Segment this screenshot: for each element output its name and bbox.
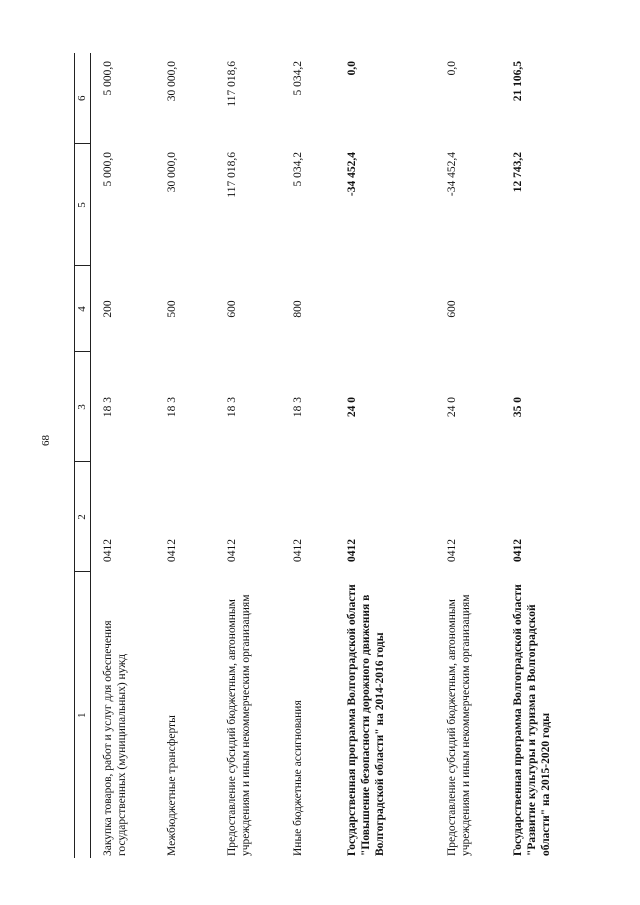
row-value-6: 30 000,0 xyxy=(166,61,178,102)
row-code: 0412 xyxy=(102,539,114,562)
row-value-6: 0,0 xyxy=(346,61,358,76)
row-program: 18 3 xyxy=(226,396,238,418)
row-code: 0412 xyxy=(226,539,238,562)
row-type: 200 xyxy=(102,300,114,318)
row-value-6: 21 106,5 xyxy=(512,61,524,102)
header-col-6: 6 xyxy=(75,53,91,144)
header-col-3: 3 xyxy=(75,352,91,462)
row-value-6: 5 000,0 xyxy=(102,61,114,96)
row-name: Иные бюджетные ассигнования xyxy=(292,700,304,856)
row-value-5: -34 452,4 xyxy=(446,152,458,197)
row-value-5: -34 452,4 xyxy=(346,152,358,197)
row-type: 800 xyxy=(292,300,304,318)
table-row xyxy=(91,53,156,858)
budget-table xyxy=(74,53,587,858)
row-program: 24 0 xyxy=(346,396,358,418)
row-value-5: 5 034,2 xyxy=(292,152,304,187)
row-type: 600 xyxy=(226,300,238,318)
table-row xyxy=(435,53,501,858)
row-name: Государственная программа Волгоградской области "Повышение безопасности дорожного движения в Волгоградской области" на 2014-2016 годы xyxy=(346,584,386,856)
table-row xyxy=(215,53,281,858)
header-col-4: 4 xyxy=(75,266,91,352)
row-type: 500 xyxy=(166,300,178,318)
table-row xyxy=(501,53,587,858)
row-code: 0412 xyxy=(512,539,524,562)
row-name: Предоставление субсидий бюджетным, автономным учреждениям и иным некоммерческим организациям xyxy=(446,594,472,856)
row-value-6: 5 034,2 xyxy=(292,61,304,96)
row-type xyxy=(335,266,435,352)
row-program: 18 3 xyxy=(102,396,114,418)
row-value-5: 30 000,0 xyxy=(166,152,178,193)
header-col-5: 5 xyxy=(75,144,91,266)
row-program: 35 0 xyxy=(512,396,524,418)
row-type xyxy=(501,266,587,352)
table-row xyxy=(335,53,435,858)
row-program: 18 3 xyxy=(292,396,304,418)
row-value-6: 0,0 xyxy=(446,61,458,76)
row-value-6: 117 018,6 xyxy=(226,61,238,107)
row-code: 0412 xyxy=(446,539,458,562)
rotated-table-container xyxy=(74,53,580,858)
header-col-1: 1 xyxy=(75,572,91,858)
table-row xyxy=(155,53,215,858)
row-type: 600 xyxy=(446,300,458,318)
row-value-5: 12 743,2 xyxy=(512,152,524,193)
row-code: 0412 xyxy=(346,539,358,562)
row-code: 0412 xyxy=(166,539,178,562)
row-name: Закупка товаров, работ и услуг для обеспечения государственных (муниципальных) нужд xyxy=(102,620,128,856)
row-value-5: 117 018,6 xyxy=(226,152,238,198)
row-program: 24 0 xyxy=(446,396,458,418)
table-row xyxy=(281,53,335,858)
header-col-2: 2 xyxy=(75,462,91,572)
row-value-5: 5 000,0 xyxy=(102,152,114,187)
row-name: Государственная программа Волгоградской области "Развитие культуры и туризма в Волгоградской области" на 2015-2020 годы xyxy=(512,584,552,856)
row-name: Предоставление субсидий бюджетным, автономным учреждениям и иным некоммерческим организациям xyxy=(226,594,252,856)
row-code: 0412 xyxy=(292,539,304,562)
row-program: 18 3 xyxy=(166,396,178,418)
page-number: 68 xyxy=(40,435,52,446)
header-row xyxy=(75,53,91,858)
row-name: Межбюджетные трансферты xyxy=(166,715,178,856)
